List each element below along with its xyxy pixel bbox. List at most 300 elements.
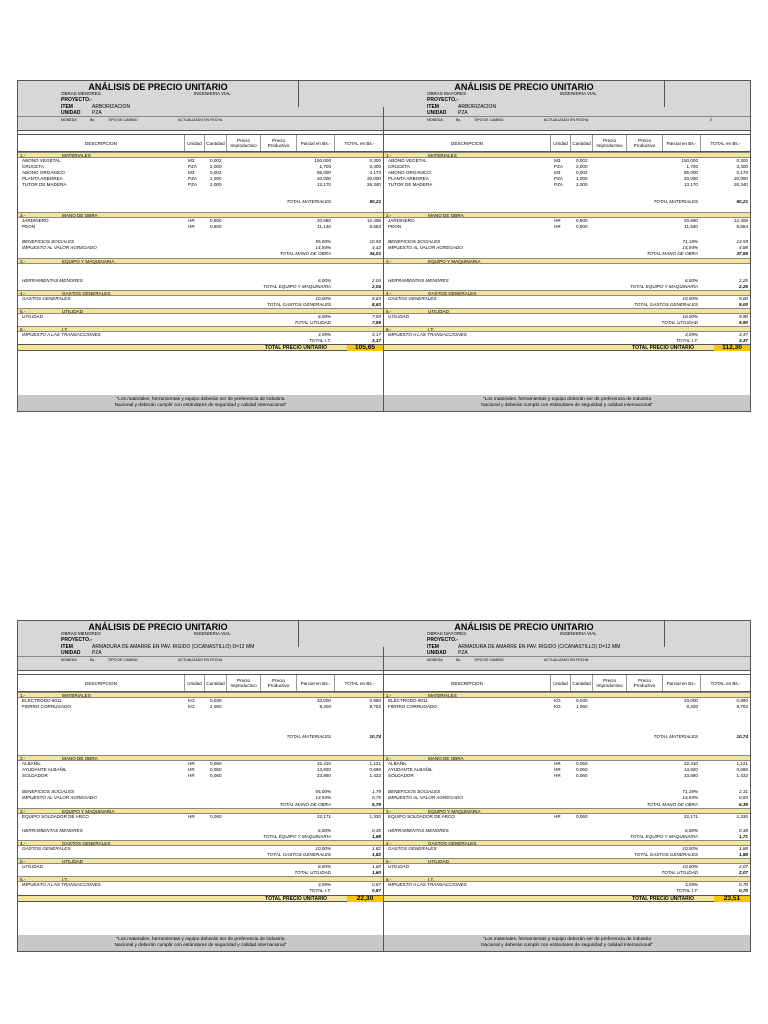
table-row [18,176,383,182]
percentage-row [18,245,383,251]
subtotal-value: 9,90 [739,320,748,325]
subtotal-label: TOTAL MANO DE OBRA [279,251,331,257]
row-price: 33,000 [316,698,331,703]
section-code: 4.- [386,290,392,296]
row-total: 0,300 [369,158,381,163]
subtotal-value: 34,01 [369,251,381,257]
item-label: ITEM [427,104,439,110]
percentage-label: HERRAMIENTAS MENORES [22,277,83,283]
percentage-row [18,795,383,801]
subtotal-value: 7,59 [372,320,381,325]
subtotal-value: 37,56 [736,251,748,257]
subtotal-value: 2,04 [372,283,381,289]
column-header: Precio Productivo [626,675,662,691]
percentage-rate: 71,18% [682,789,698,795]
subtotal-value: 10,74 [736,734,748,740]
item-value: ARMADURA DE AMARRE EN PAV. RIGIDO (C/CANASTILLO) D=12 MM [458,644,621,650]
table-row [384,224,750,230]
percentage-row [18,296,383,302]
section-name: GASTOS GENERALES [62,840,111,846]
subtotal-label: TOTAL GASTOS GENERALES [634,852,698,857]
moneda-label: MONEDA [427,658,443,662]
price-analysis-panel [384,81,750,411]
section-code: 1.- [386,153,392,158]
row-price: 85,000 [683,170,698,176]
column-header: Parcial en Bs.- [296,675,334,691]
row-unit: HR [554,813,561,819]
percentage-row [18,846,383,852]
header-divider [384,656,750,657]
row-total: 12,408 [366,218,381,223]
table-row [384,761,750,767]
section-code: 2.- [386,756,392,761]
disclaimer-note [18,395,383,411]
percentage-label: GASTOS GENERALES [22,845,71,851]
section-name: UTILIDAD [62,308,83,314]
price-analysis-panel [384,621,750,951]
subtotal-row [384,284,750,290]
disclaimer-note [384,935,750,951]
row-unit: M3 [554,158,561,163]
item-label: ITEM [61,104,73,110]
subtotal-row [18,734,383,740]
subtotal-label: TOTAL UTILIDAD [661,320,698,325]
percentage-label: UTILIDAD [22,864,43,870]
subtotal-row [18,284,383,290]
column-headers [384,134,750,152]
percentage-rate: 14,94% [315,795,331,801]
percentage-value: 2,07 [739,864,748,870]
total-unit-price-label: TOTAL PRECIO UNITARIO [632,345,694,352]
section-name: UTILIDAD [62,859,83,865]
bs-label: Bs. [90,658,96,662]
bs-label: Bs. [456,658,462,662]
row-total: 20,000 [366,176,381,182]
row-quantity: 2,000 [576,182,588,188]
row-quantity: 0,060 [210,813,222,819]
section-name: MATERIALES [62,153,91,158]
column-header: Cantidad [570,135,592,151]
percentage-rate: 14,94% [315,245,331,251]
row-quantity: 0,030 [210,698,222,703]
row-price: 20,000 [316,176,331,182]
row-quantity: 1,000 [576,176,588,182]
row-unit: KG [188,704,195,710]
row-description: EQUIPO SOLDADOR DE ARCO [22,813,89,819]
section-name: GASTOS GENERALES [428,840,477,846]
section-code: 3.- [386,808,392,814]
section-code: 1.- [20,693,26,698]
section-name: UTILIDAD [428,859,449,865]
price-analysis-panel [18,621,384,951]
total-unit-price-row [384,344,750,351]
table-row [384,176,750,182]
subtotal-label: TOTAL I.T. [676,888,698,894]
section-name: EQUIPO Y MAQUINARIA [428,808,481,814]
total-unit-price-label: TOTAL PRECIO UNITARIO [265,895,327,902]
header-divider [384,116,750,117]
moneda-label: MONEDA [61,118,77,122]
subtotal-label: TOTAL MATERIALES [286,734,331,740]
section-name: I.T. [62,877,69,883]
row-price: 1,700 [686,164,698,170]
percentage-row [384,846,750,852]
row-price: 22,410 [316,761,331,766]
panel-header [384,81,750,131]
section-code: 6.- [20,327,26,333]
row-unit: M3 [188,158,195,163]
unidad-value: PZA [458,650,468,656]
row-unit: HR [554,767,561,773]
percentage-value: 9,90 [739,313,748,319]
row-total: 0,696 [736,767,748,773]
percentage-value: 1,82 [372,845,381,851]
row-total: 0,170 [736,170,748,176]
percentage-label: IMPUESTO A LAS TRANSACCIONES [22,882,101,888]
row-total: 9,752 [736,704,748,710]
section-code: 2.- [20,213,26,218]
row-unit: M3 [188,170,195,176]
table-row [384,182,750,188]
section-header [18,258,383,264]
row-description: SOLDADOR [22,773,48,779]
panel-header [18,81,383,131]
row-description: FIERRO CORRUGADO [22,704,72,710]
row-description: ELECTRODO 6011 [388,698,428,703]
table-row [384,158,750,164]
subtotal-label: TOTAL UTILIDAD [294,320,331,325]
tipo-cambio-label: TIPO DE CAMBIO [108,658,138,662]
total-unit-price-row [18,895,383,902]
column-header: TOTAL en Bs.- [700,675,750,691]
column-header: Precio Improductivo [226,135,260,151]
header-blank-box [298,621,384,647]
column-header: Precio Productivo [260,135,296,151]
subtotal-value: 3,37 [739,338,748,344]
disclaimer-line-2: Nacional y deberán cumplir con estándares de seguridad y calidad internacional" [481,403,653,408]
row-total: 1,432 [369,773,381,779]
subtotal-value: 1,68 [372,833,381,839]
row-description: FIERRO CORRUGADO [388,704,438,710]
actualizado-label: ACTUALIZADO EN FECHA [178,658,223,662]
row-price: 1,700 [319,164,331,170]
disclaimer-line-1: "Los materiales, herramientas y equipo deberán ser de preferencia de industria [116,397,285,402]
column-header: TOTAL en Bs.- [334,675,384,691]
percentage-rate: 3,09% [317,332,331,338]
row-unit: HR [188,767,195,773]
percentage-row [18,789,383,795]
percentage-row [18,278,383,284]
row-unit: HR [554,761,561,766]
subtotal-row [18,302,383,308]
total-unit-price-value: 22,30 [347,896,383,902]
subtotal-value: 3,17 [372,338,381,344]
row-unit: HR [188,218,195,223]
subtotal-value: 1,71 [739,833,748,839]
percentage-label: HERRAMIENTAS MENORES [388,277,449,283]
percentage-value: 2,31 [739,789,748,795]
panel-header [384,621,750,671]
percentage-rate: 8,00% [317,864,331,870]
table-row [18,182,383,188]
percentage-label: GASTOS GENERALES [22,295,71,301]
table-row [18,158,383,164]
column-header: Unidad [550,675,570,691]
extra-value: 0 [710,118,712,122]
row-price: 22,171 [683,813,698,819]
section-name: GASTOS GENERALES [62,290,111,296]
table-row [384,767,750,773]
percentage-value: 0,70 [739,882,748,888]
row-unit: KG [188,698,195,703]
percentage-value: 2,25 [739,277,748,283]
percentage-row [18,882,383,888]
percentage-rate: 10,00% [682,295,698,301]
subtotal-value: 0,67 [372,888,381,894]
section-code: 5.- [20,308,26,314]
table-row [18,218,383,224]
header-blank-box [664,81,750,107]
section-code: 6.- [386,327,392,333]
percentage-row [384,789,750,795]
item-label: ITEM [61,644,73,650]
ingenieria-label: INGENIERIA VIAL [560,91,597,96]
panel-title: ANÁLISIS DE PRECIO UNITARIO [454,622,594,632]
panel-title: ANÁLISIS DE PRECIO UNITARIO [454,82,594,92]
row-description: AYUDANTE ALBAÑIL [22,767,67,773]
percentage-value: 0,83 [739,795,748,801]
subtotal-row [18,199,383,205]
proyecto-label: PROYECTO.- [61,97,93,103]
section-name: UTILIDAD [428,308,449,314]
subtotal-value: 5,79 [372,801,381,807]
row-quantity: 0,002 [576,158,588,163]
row-unit: HR [554,224,561,230]
row-description: CRUCETA [388,164,410,170]
section-name: MANO DE OBRA [62,213,98,218]
column-header: Unidad [184,675,204,691]
disclaimer-line-1: "Los materiales, herramientas y equipo deberán ser de preferencia de industria [116,937,285,942]
section-name: GASTOS GENERALES [428,290,477,296]
percentage-value: 7,59 [372,313,381,319]
section-header [384,258,750,264]
item-value: ARBORIZACION [458,104,497,110]
percentage-rate: 14,94% [682,795,698,801]
percentage-row [384,314,750,320]
percentage-rate: 6,00% [317,827,331,833]
subtotal-value: 2,25 [739,283,748,289]
row-quantity: 1,060 [210,704,222,710]
column-header: Precio Improductivo [592,675,626,691]
percentage-label: IMPUESTO AL VALOR AGREGADO [22,245,97,251]
section-code: 3.- [386,258,392,264]
table-row [384,170,750,176]
row-unit: PZA [554,176,563,182]
row-price: 20,680 [683,218,698,223]
table-row [384,704,750,710]
percentage-label: BENEFICIOS SOCIALES [22,789,75,795]
subtotal-label: TOTAL EQUIPO Y MAQUINARIA [263,833,331,839]
subtotal-label: TOTAL UTILIDAD [661,870,698,876]
percentage-rate: 10,00% [682,845,698,851]
header-divider [18,656,383,657]
percentage-row [384,828,750,834]
percentage-label: GASTOS GENERALES [388,295,437,301]
row-total: 26,340 [733,182,748,188]
section-code: 4.- [386,840,392,846]
row-description: ABONO VEGETAL [22,158,61,163]
table-row [18,224,383,230]
disclaimer-note [384,395,750,411]
section-code: 5.- [20,859,26,865]
percentage-label: HERRAMIENTAS MENORES [22,827,83,833]
row-unit: PZA [188,182,197,188]
percentage-label: IMPUESTO AL VALOR AGREGADO [388,795,463,801]
ingenieria-label: INGENIERIA VIAL [194,91,231,96]
proyecto-label: PROYECTO.- [427,637,459,643]
percentage-rate: 3,09% [317,882,331,888]
row-price: 150,000 [314,158,331,163]
subtotal-value: 1,60 [372,870,381,876]
total-unit-price-value: 23,51 [714,896,750,902]
subtotal-row [18,338,383,344]
row-total: 3,400 [369,164,381,170]
row-description: EQUIPO SOLDADOR DE ARCO [388,813,455,819]
section-code: 4.- [20,840,26,846]
row-total: 26,340 [366,182,381,188]
percentage-label: BENEFICIOS SOCIALES [22,239,75,245]
row-total: 6,684 [736,224,748,230]
percentage-value: 1,88 [739,845,748,851]
total-unit-price-row [384,895,750,902]
subtotal-row [384,338,750,344]
row-price: 150,000 [681,158,698,163]
proyecto-label: PROYECTO.- [61,637,93,643]
row-quantity: 0,600 [210,218,222,223]
row-quantity: 0,600 [210,224,222,230]
percentage-rate: 55,00% [315,789,331,795]
row-total: 3,400 [736,164,748,170]
column-header: TOTAL en Bs.- [700,135,750,151]
row-unit: HR [188,773,195,779]
column-headers [384,674,750,692]
percentage-rate: 10,00% [682,313,698,319]
subtotal-label: TOTAL MANO DE OBRA [646,251,698,257]
section-name: I.T. [62,327,69,333]
column-headers [18,134,383,152]
actualizado-label: ACTUALIZADO EN FECHA [544,118,589,122]
row-price: 13,920 [316,767,331,773]
row-description: PLANTA ARBOREA [388,176,429,182]
row-price: 22,171 [316,813,331,819]
unidad-value: PZA [92,110,102,116]
section-code: 5.- [386,308,392,314]
row-total: 1,121 [369,761,381,766]
row-quantity: 0,600 [576,224,588,230]
percentage-rate: 10,00% [682,864,698,870]
obras-label: OBRAS MAYORES [427,631,467,636]
row-description: SOLDADOR [388,773,414,779]
actualizado-label: ACTUALIZADO EN FECHA [544,658,589,662]
total-unit-price-label: TOTAL PRECIO UNITARIO [265,345,327,352]
row-unit: PZA [188,176,197,182]
row-quantity: 0,002 [576,170,588,176]
column-header: Precio Productivo [260,675,296,691]
row-quantity: 2,000 [576,164,588,170]
percentage-rate: 14,94% [682,245,698,251]
column-header: Cantidad [204,135,226,151]
percentage-rate: 8,00% [317,313,331,319]
row-price: 23,860 [316,773,331,779]
item-value: ARBORIZACION [92,104,131,110]
percentage-row [384,795,750,801]
row-price: 13,170 [316,182,331,188]
section-code: 6.- [386,877,392,883]
section-name: EQUIPO Y MAQUINARIA [62,258,115,264]
percentage-label: BENEFICIOS SOCIALES [388,239,441,245]
percentage-value: 4,88 [739,245,748,251]
subtotal-value: 1,88 [739,852,748,857]
percentage-rate: 71,18% [682,239,698,245]
row-description: ALBAÑIL [388,761,407,766]
subtotal-label: TOTAL GASTOS GENERALES [267,852,331,857]
row-price: 11,540 [684,224,698,230]
table-row [18,164,383,170]
row-quantity: 0,060 [210,773,222,779]
subtotal-row [384,251,750,257]
row-price: 85,000 [316,170,331,176]
row-total: 1,121 [736,761,748,766]
row-total: 20,000 [733,176,748,182]
obras-label: OBRAS MENORES [61,631,101,636]
table-row [18,761,383,767]
percentage-label: GASTOS GENERALES [388,845,437,851]
column-headers [18,674,383,692]
subtotal-value: 50,21 [736,198,748,204]
percentage-value: 3,17 [372,332,381,338]
row-unit: PZA [554,182,563,188]
tipo-cambio-label: TIPO DE CAMBIO [108,118,138,122]
section-name: EQUIPO Y MAQUINARIA [62,808,115,814]
row-unit: HR [188,761,195,766]
column-header: DESCRIPCION [451,680,483,686]
percentage-row [384,239,750,245]
percentage-label: IMPUESTO AL VALOR AGREGADO [388,245,463,251]
panel-header [18,621,383,671]
row-price: 9,200 [319,704,331,710]
subtotal-row [18,320,383,326]
row-description: ABONO VEGETAL [388,158,427,163]
row-quantity: 2,000 [210,164,222,170]
percentage-value: 1,79 [372,789,381,795]
section-code: 2.- [386,213,392,218]
subtotal-value: 0,70 [739,888,748,894]
column-header: Unidad [550,135,570,151]
panel-title: ANÁLISIS DE PRECIO UNITARIO [88,82,228,92]
percentage-value: 0,35 [372,827,381,833]
percentage-label: IMPUESTO A LAS TRANSACCIONES [388,332,467,338]
unidad-label: UNIDAD [61,650,81,656]
table-row [18,814,383,820]
percentage-label: IMPUESTO A LAS TRANSACCIONES [22,332,101,338]
row-description: TUTOR DE MADERA [22,182,67,188]
row-description: JARDINERO [388,218,415,223]
subtotal-row [18,888,383,894]
row-unit: HR [554,218,561,223]
percentage-label: BENEFICIOS SOCIALES [388,789,441,795]
column-header: Cantidad [204,675,226,691]
section-name: MATERIALES [62,693,91,698]
